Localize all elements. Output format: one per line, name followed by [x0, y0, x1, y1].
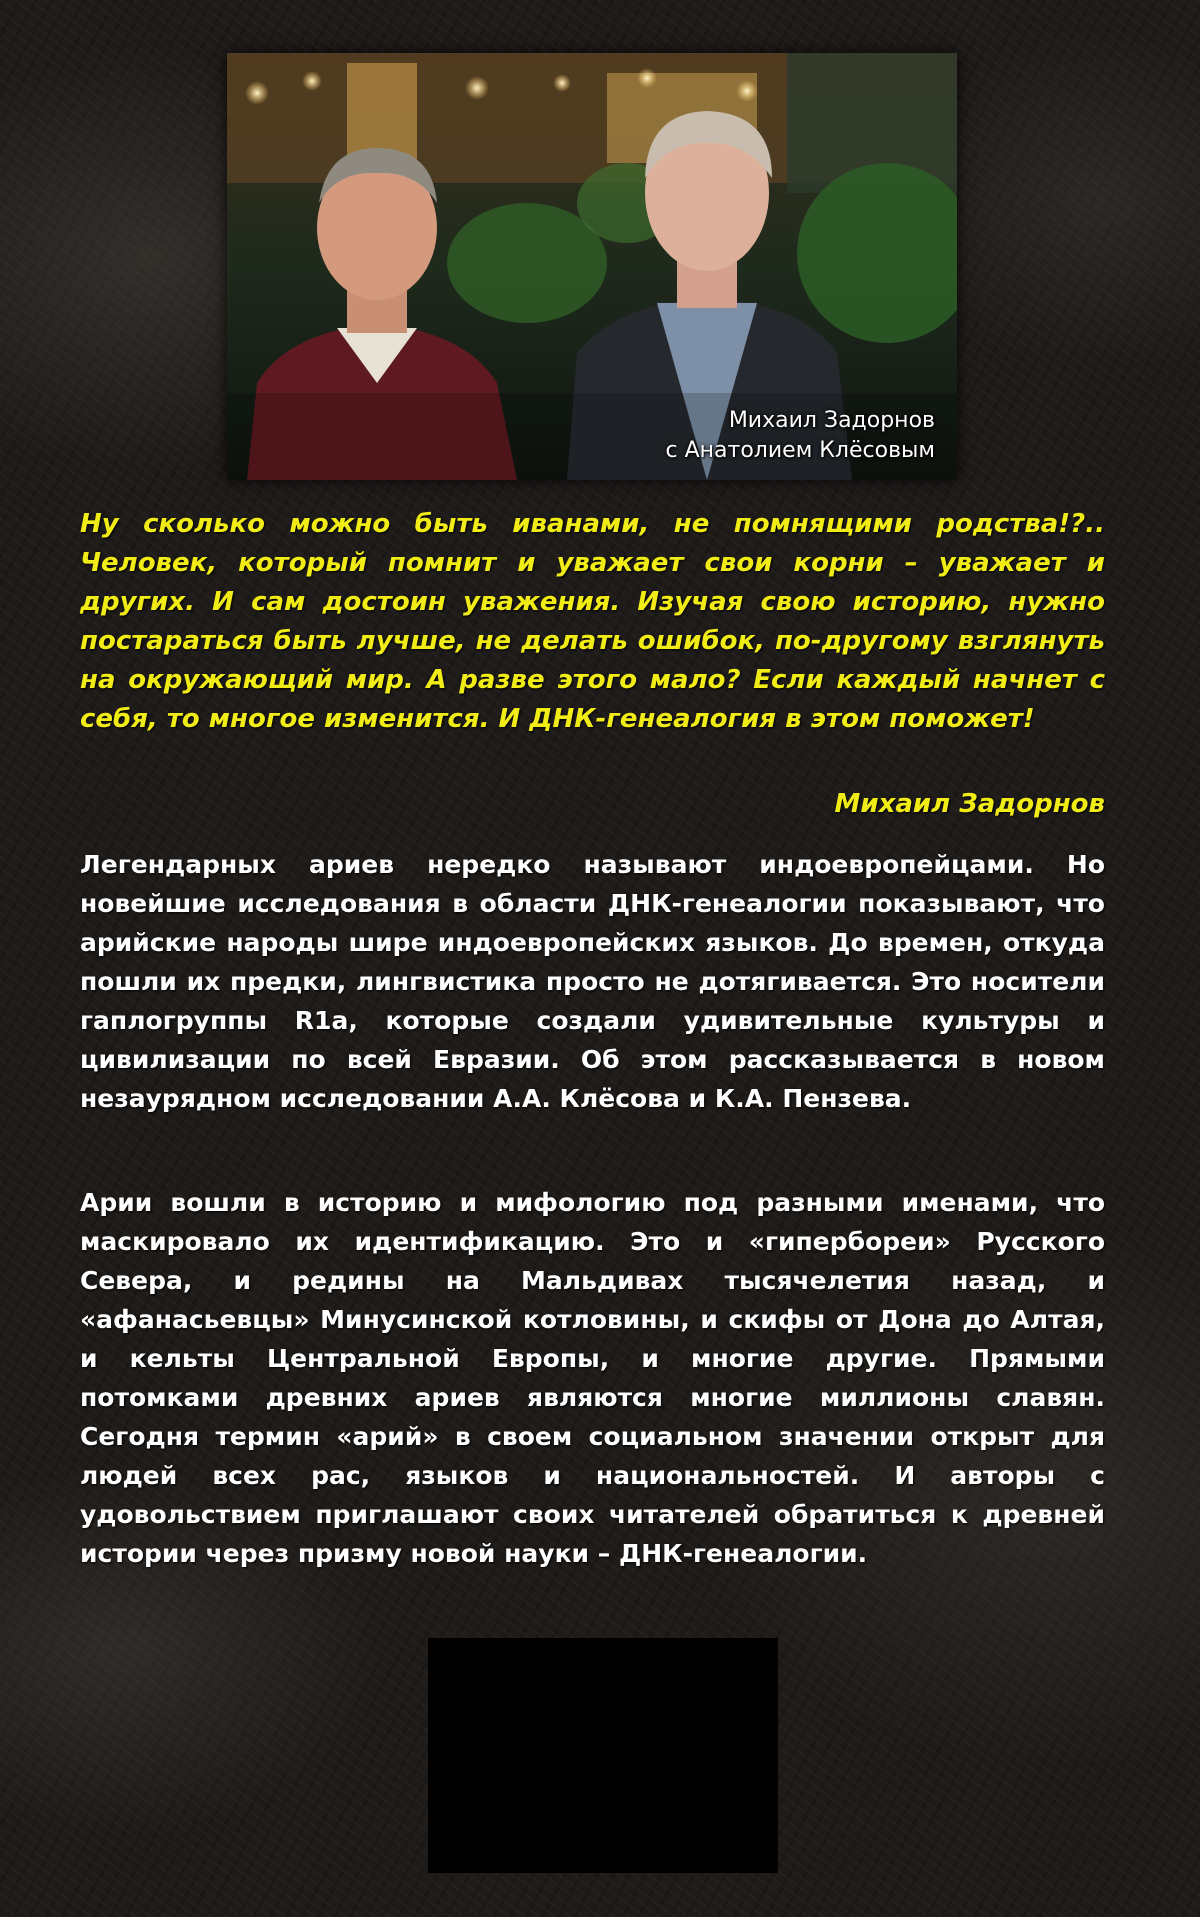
cover-photo: [227, 53, 957, 480]
barcode-area: [428, 1638, 778, 1873]
quote-text: Ну сколько можно быть иванами, не помнящими родства!?.. Человек, который помнит и уважает свои корни – уважает и других. И сам достоин уважения. Изучая свою историю, нужно постараться быть лучше, не делать ошибок, по-другому взглянуть на окружающий мир. А разве этого мало? Если каждый начнет с себя, то многое изменится. И ДНК-генеалогия в этом поможет!: [80, 509, 1105, 734]
description-paragraph-2: Арии вошли в историю и мифологию под разными именами, что маскировало их идентификацию. Это и «гипербореи» Русского Севера, и редины на Мальдивах тысячелетия назад, и «афанасьевцы» Минусинской котловины, и скифы от Дона до Алтая, и кельты Центральной Европы, и многие другие. Прямыми потомками древних ариев являются многие миллионы славян. Сегодня термин «арий» в своем социальном значении открыт для людей всех рас, языков и национальностей. И авторы с удовольствием приглашают своих читателей обратиться к древней истории через призму новой науки – ДНК-генеалогии.: [80, 1188, 1105, 1568]
description-paragraph-1: Легендарных ариев нередко называют индоевропейцами. Но новейшие исследования в области ДНК-генеалогии показывают, что арийские народы шире индоевропейских языков. До времен, откуда пошли их предки, лингвистика просто не дотягивается. Это носители гаплогруппы R1a, которые создали удивительные культуры и цивилизации по всей Евразии. Об этом рассказывается в новом незаурядном исследовании А.А. Клёсова и К.А. Пензева.: [80, 850, 1105, 1113]
caption-line-2: с Анатолием Клёсовым: [665, 438, 935, 463]
caption-line-1: Михаил Задорнов: [728, 408, 935, 433]
quote-author: Михаил Задорнов: [834, 789, 1105, 819]
photo-caption: [666, 406, 935, 466]
